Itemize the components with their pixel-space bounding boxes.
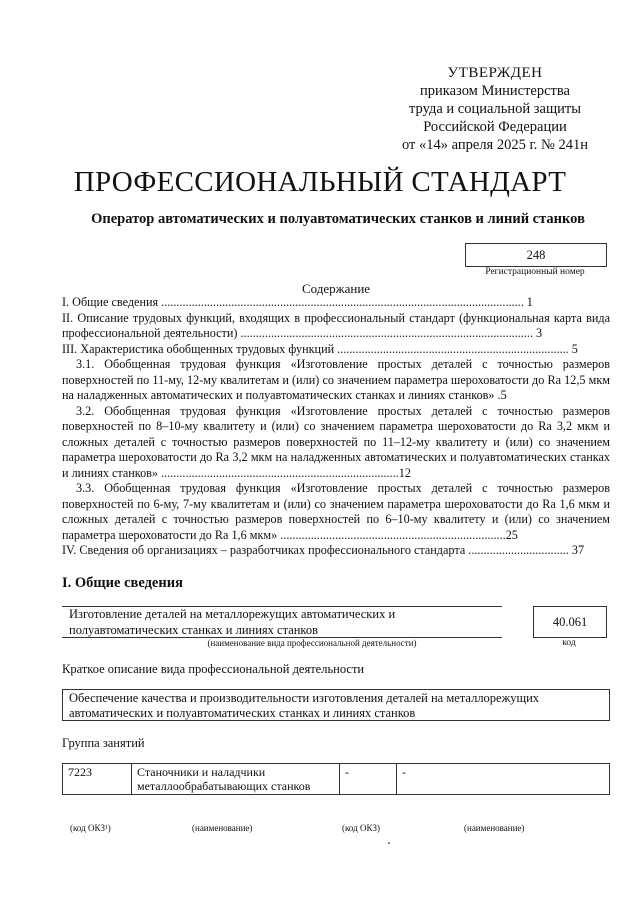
table-row — [63, 764, 610, 795]
approval-line: приказом Министерства — [420, 83, 570, 99]
short-description — [62, 689, 610, 721]
okz-name-2: - — [397, 764, 610, 795]
activity-label: (наименование вида профессиональной деятельности) — [207, 638, 417, 648]
occupation-group-table — [62, 763, 610, 795]
short-description-line: автоматических и полуавтоматических станках и линиях станков — [69, 706, 416, 720]
scan-speck — [388, 842, 390, 844]
registration-label: Регистрационный номер — [485, 267, 585, 277]
column-label: (код ОКЗ¹) — [70, 823, 111, 833]
column-label: (наименование) — [192, 823, 253, 833]
short-description-line: Обеспечение качества и производительности изготовления деталей на металлорежущих — [69, 691, 540, 705]
okz-code-2: - — [340, 764, 397, 795]
code-label: код — [562, 638, 576, 648]
toc-entry[interactable]: IV. Сведения об организациях – разработчиках профессионального стандарта ................................. 37 — [62, 543, 585, 557]
okz-name: Станочники и наладчики металлообрабатывающих станков — [132, 764, 340, 795]
section-heading: I. Общие сведения — [62, 575, 183, 591]
approval-line: Российской Федерации — [423, 119, 567, 135]
toc-entry[interactable]: 3.1. Обобщенная трудовая функция «Изготовление простых деталей с точностью размеров поверхностей по 11-му, 12-му квалитетам и (или) со значением параметра шероховатости до Ra 12,5 мкм на наладженных автоматических и полуавтоматических станках и линиях станков» .5 — [62, 357, 610, 402]
approval-heading: УТВЕРЖДЕН — [447, 65, 543, 81]
toc-heading: Содержание — [301, 281, 371, 296]
column-label: (наименование) — [464, 823, 525, 833]
toc-entry[interactable]: III. Характеристика обобщенных трудовых функций ............................................................................ 5 — [62, 341, 578, 356]
approval-stamp — [380, 64, 610, 154]
okz-code: 7223 — [63, 764, 132, 795]
document-title: ПРОФЕССИОНАЛЬНЫЙ СТАНДАРТ — [73, 166, 567, 198]
occupation-group-heading: Группа занятий — [62, 736, 145, 750]
toc-entry[interactable]: II. Описание трудовых функций, входящих в профессиональный стандарт (функциональная карта вида профессиональной деятельности) ................................................................................................ 3 — [62, 310, 610, 340]
table-of-contents — [62, 295, 610, 559]
activity-code: 40.061 — [533, 606, 607, 638]
approval-date: от «14» апреля 2025 г. № 241н — [401, 137, 589, 153]
toc-entry[interactable]: 3.2. Обобщенная трудовая функция «Изготовление простых деталей с точностью размеров поверхностей по 8–10-му квалитету и (или) со значением параметра шероховатости до Ra 3,2 мкм и сложных деталей с точностью размеров поверхностей по 11–12-му квалитету и (или) со значением параметра шероховатости до Ra 3,2 мкм на наладженных автоматических и полуавтоматических станках и линиях станков» ..............................................................................12 — [62, 403, 610, 480]
registration-number: 248 — [465, 243, 607, 267]
document-subtitle: Оператор автоматических и полуавтоматических станков и линий станков — [91, 211, 585, 227]
activity-line: полуавтоматических станках и линиях станков — [69, 622, 319, 637]
approval-line: труда и социальной защиты — [409, 101, 581, 117]
toc-entry[interactable]: I. Общие сведения ....................................................................................................................... 1 — [62, 295, 533, 309]
activity-name — [62, 606, 502, 638]
toc-entry[interactable]: 3.3. Обобщенная трудовая функция «Изготовление простых деталей с точностью размеров поверхностей по 6-му, 7-му квалитетам и (или) со значением параметра шероховатости до Ra 1,6 мкм и сложных деталей с точностью размеров поверхностей по 6–10-му квалитету и (или) со значением параметра шероховатости до Ra 1,6 мкм» ..........................................................................25 — [62, 481, 610, 542]
short-description-heading: Краткое описание вида профессиональной деятельности — [62, 662, 365, 676]
column-label: (код ОКЗ) — [342, 823, 380, 833]
activity-line: Изготовление деталей на металлорежущих автоматических и — [69, 607, 396, 621]
